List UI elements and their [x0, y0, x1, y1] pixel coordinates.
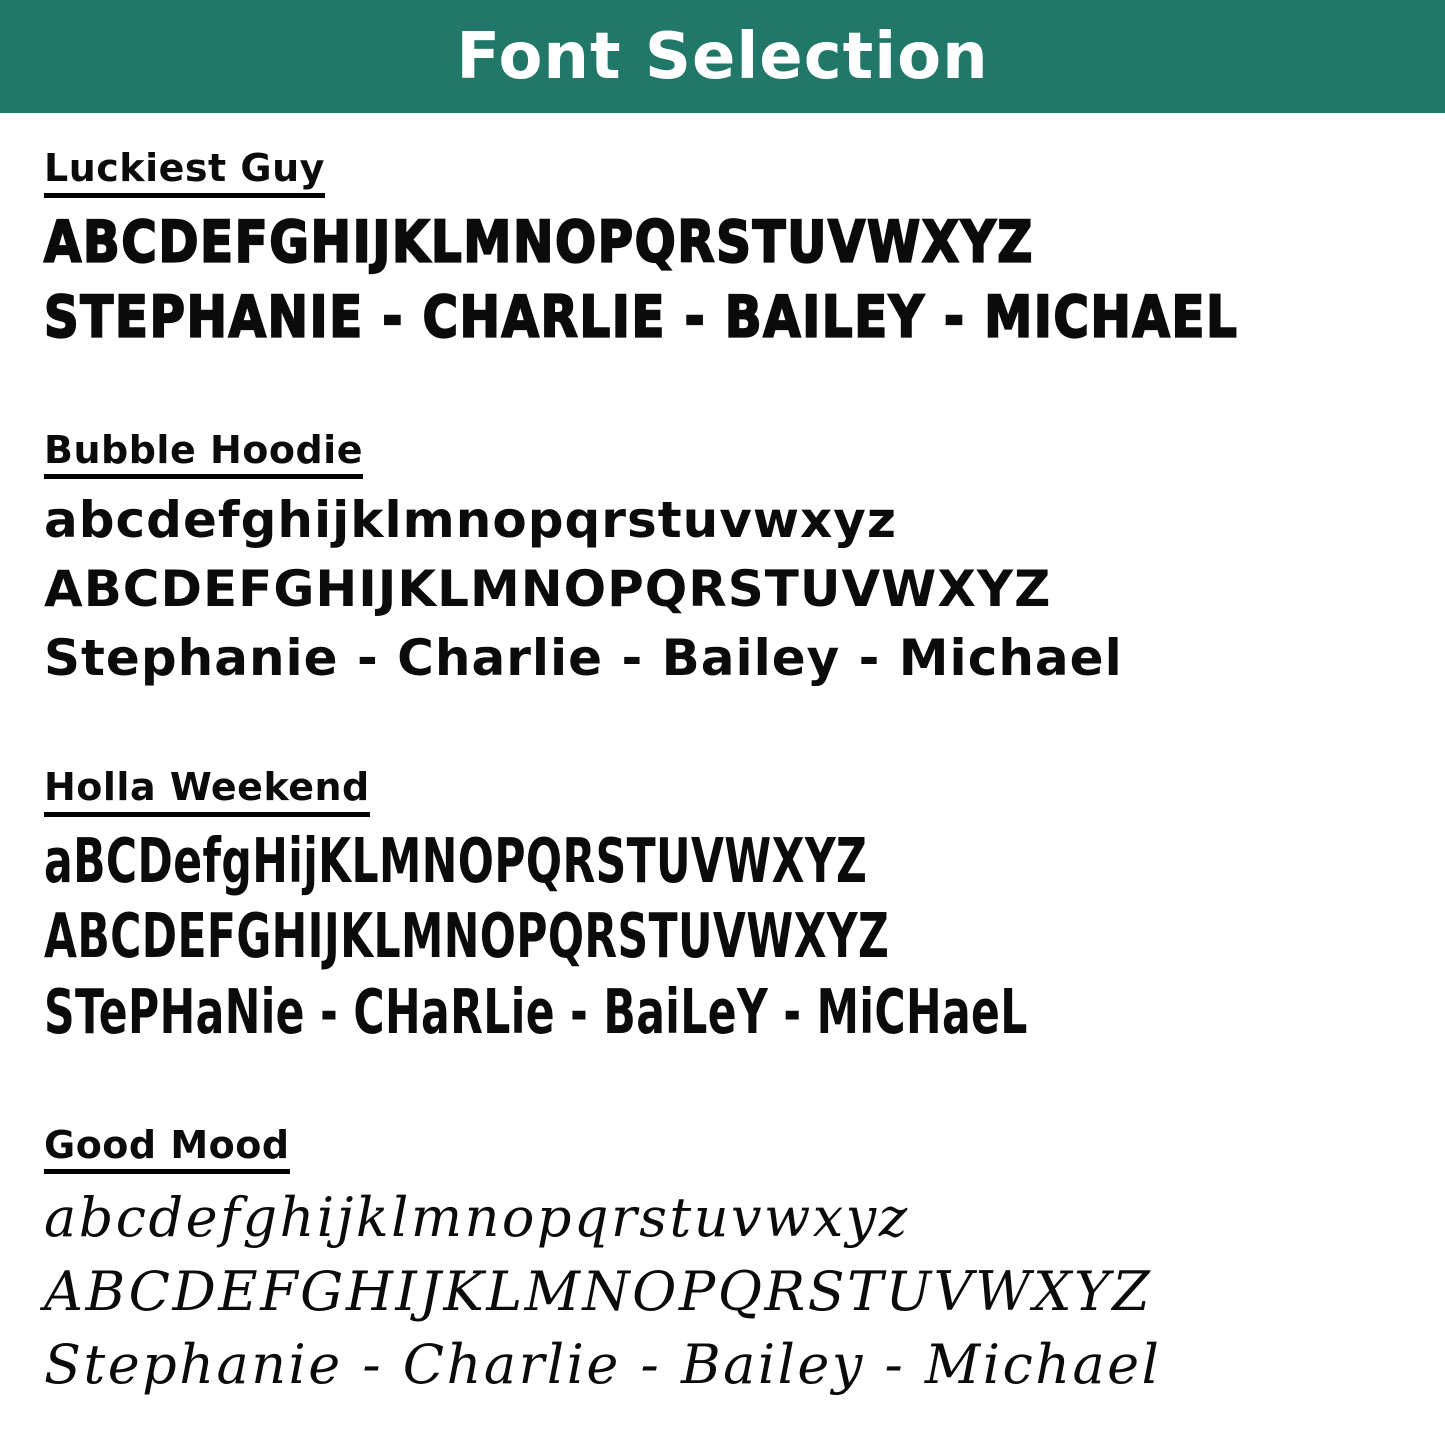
font-name-heading: Holla Weekend — [44, 766, 370, 817]
font-sample-uppercase-alphabet: ABCDEFGHIJKLMNOPQRSTUVWXYZ — [44, 1259, 1153, 1323]
font-sample-names: STEPHANIE - CHARLIE - BAILEY - MICHAEL — [44, 284, 1239, 351]
font-sample-names: Stephanie - Charlie - Bailey - Michael — [44, 629, 1123, 688]
font-list — [0, 147, 1445, 1394]
font-section-bubble-hoodie — [44, 429, 1409, 687]
font-sample-lowercase-alphabet: abcdefghijklmnopqrstuvwxyz — [44, 1186, 910, 1250]
font-sample-uppercase-alphabet: ABCDEFGHIJKLMNOPQRSTUVWXYZ — [44, 560, 1052, 619]
font-sample-lowercase-alphabet: abcdefghijklmnopqrstuvwxyz — [44, 491, 897, 550]
page-title: Font Selection — [456, 19, 989, 94]
font-sample-lowercase-alphabet: aBCDefgHijKLMNOPQRSTUVWXYZ — [44, 825, 868, 898]
font-name-heading: Good Mood — [44, 1124, 290, 1175]
font-section-holla-weekend — [44, 765, 1409, 1049]
header-banner — [0, 0, 1445, 113]
font-sample-names: STePHaNie - CHaRLie - BaiLeY - MiCHaeL — [44, 976, 1028, 1049]
font-sample-uppercase-alphabet: ABCDEFGHIJKLMNOPQRSTUVWXYZ — [44, 901, 890, 973]
font-section-good-mood — [44, 1124, 1409, 1395]
font-name-heading: Bubble Hoodie — [44, 429, 363, 480]
font-name-heading: Luckiest Guy — [44, 147, 325, 198]
font-sample-uppercase-alphabet: ABCDEFGHIJKLMNOPQRSTUVWXYZ — [44, 208, 1034, 276]
font-sample-names: Stephanie - Charlie - Bailey - Michael — [44, 1332, 1162, 1396]
font-section-luckiest-guy — [44, 147, 1409, 349]
